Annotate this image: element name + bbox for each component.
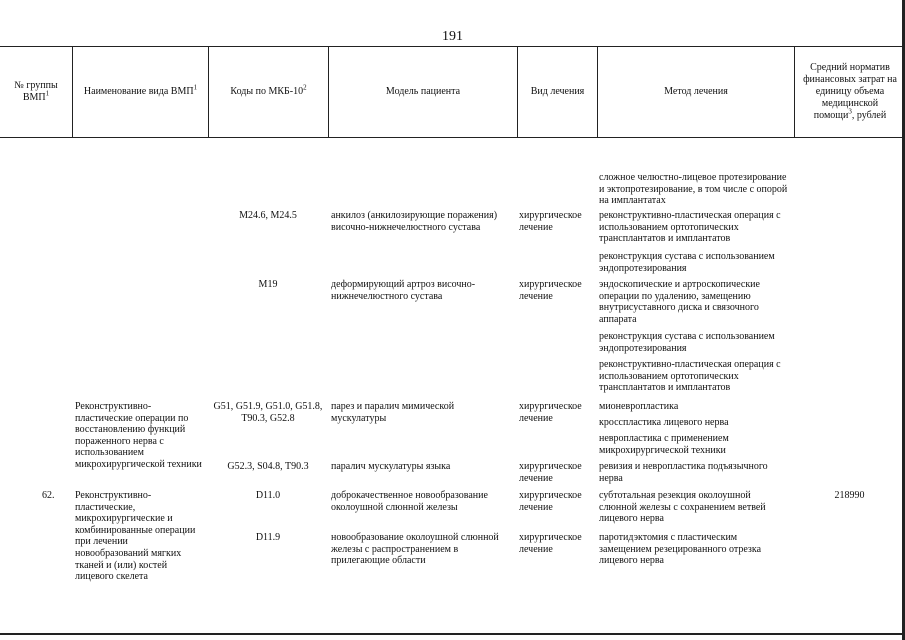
- header-vmp-name-text: Наименование вида ВМП: [83, 86, 194, 97]
- patient-model-cell: новообразование околоушной слюнной железы с распространением в прилегающие области: [331, 532, 499, 567]
- header-treatment-type-text: Вид лечения: [530, 86, 585, 97]
- icd-codes-cell: M24.6, M24.5: [239, 210, 297, 221]
- patient-model-cell: паралич мускулатуры языка: [331, 461, 451, 472]
- patient-model-cell: анкилоз (анкилозирующие поражения) височно-нижнечелюстного сустава: [331, 210, 498, 233]
- average-cost-cell: 218990: [834, 490, 865, 501]
- patient-model-cell: деформирующий артроз височно-нижнечелюстного сустава: [331, 279, 476, 302]
- table-header: [0, 46, 905, 138]
- treatment-type-cell: хирургическое лечение: [519, 401, 582, 424]
- patient-model-cell: доброкачественное новообразование околоушной слюнной железы: [331, 490, 488, 513]
- treatment-type-cell: хирургическое лечение: [519, 461, 582, 484]
- header-vmp-name: [72, 47, 208, 137]
- method-cell: мионевропластика: [599, 401, 679, 412]
- treatment-type-cell: хирургическое лечение: [519, 279, 582, 302]
- group-number-cell: 62.: [42, 490, 55, 501]
- header-treatment-method-text: Метод лечения: [664, 86, 728, 97]
- vmp-name-cell: Реконструктивно-пластические операции по восстановлению функций пораженного нерва с использованием микрохирургической техники: [75, 401, 202, 470]
- header-group-number-text: № группы ВМП: [14, 80, 58, 103]
- header-patient-model-text: Модель пациента: [385, 86, 461, 97]
- header-treatment-type: [517, 47, 597, 137]
- page-number: 191: [442, 29, 463, 44]
- treatment-type-cell: хирургическое лечение: [519, 210, 582, 233]
- treatment-type-cell: хирургическое лечение: [519, 490, 582, 513]
- header-average-cost: [794, 47, 905, 137]
- method-cell: эндоскопические и артроскопические операции по удалению, замещению внутрисуставного диска и связочного аппарата: [599, 279, 760, 325]
- method-cell: сложное челюстно-лицевое протезирование и эктопротезирование, в том числе с опорой на имплантатах: [599, 172, 788, 207]
- method-cell: паротидэктомия с пластическим замещением резецированного отрезка лицевого нерва: [599, 532, 762, 567]
- header-average-cost-text: Средний норматив финансовых затрат на единицу объема медицинской помощи: [803, 62, 897, 121]
- method-cell: кросспластика лицевого нерва: [599, 417, 729, 428]
- method-cell: ревизия и невропластика подъязычного нерва: [599, 461, 768, 484]
- method-cell: невропластика с применением микрохирургической техники: [599, 433, 729, 456]
- header-treatment-method: [597, 47, 794, 137]
- icd-codes-cell: D11.9: [255, 532, 281, 543]
- footnote-mark: 3: [848, 107, 852, 116]
- method-cell: реконструкция сустава с использованием эндопротезирования: [599, 331, 775, 354]
- method-cell: реконструктивно-пластическая операция с использованием ортотопических трансплантатов и имплантатов: [599, 210, 781, 245]
- icd-codes-cell: G51, G51.9, G51.0, G51.8, T90.3, G52.8: [213, 401, 323, 424]
- footnote-mark: 2: [303, 83, 307, 92]
- header-patient-model: [328, 47, 517, 137]
- icd-codes-cell: D11.0: [255, 490, 281, 501]
- footnote-mark: 1: [45, 89, 50, 98]
- page-bottom-rule: [0, 633, 905, 635]
- header-icd-codes-text: Коды по МКБ-10: [230, 86, 304, 97]
- method-cell: реконструкция сустава с использованием эндопротезирования: [599, 251, 775, 274]
- patient-model-cell: парез и паралич мимической мускулатуры: [331, 401, 455, 424]
- header-icd-codes: [208, 47, 328, 137]
- vmp-name-cell: Реконструктивно-пластические, микрохирургические и комбинированные операции при лечении новообразований мягких тканей и (или) костей лицевого скелета: [75, 490, 196, 583]
- method-cell: субтотальная резекция околоушной слюнной железы с сохранением ветвей лицевого нерва: [599, 490, 766, 525]
- header-average-cost-suffix: , рублей: [851, 110, 887, 121]
- icd-codes-cell: M19: [258, 279, 278, 290]
- method-cell: реконструктивно-пластическая операция с использованием ортотопических трансплантатов и имплантатов: [599, 359, 781, 394]
- header-group-number: [0, 47, 72, 137]
- icd-codes-cell: G52.3, S04.8, T90.3: [227, 461, 309, 472]
- footnote-mark: 1: [193, 83, 198, 92]
- treatment-type-cell: хирургическое лечение: [519, 532, 582, 555]
